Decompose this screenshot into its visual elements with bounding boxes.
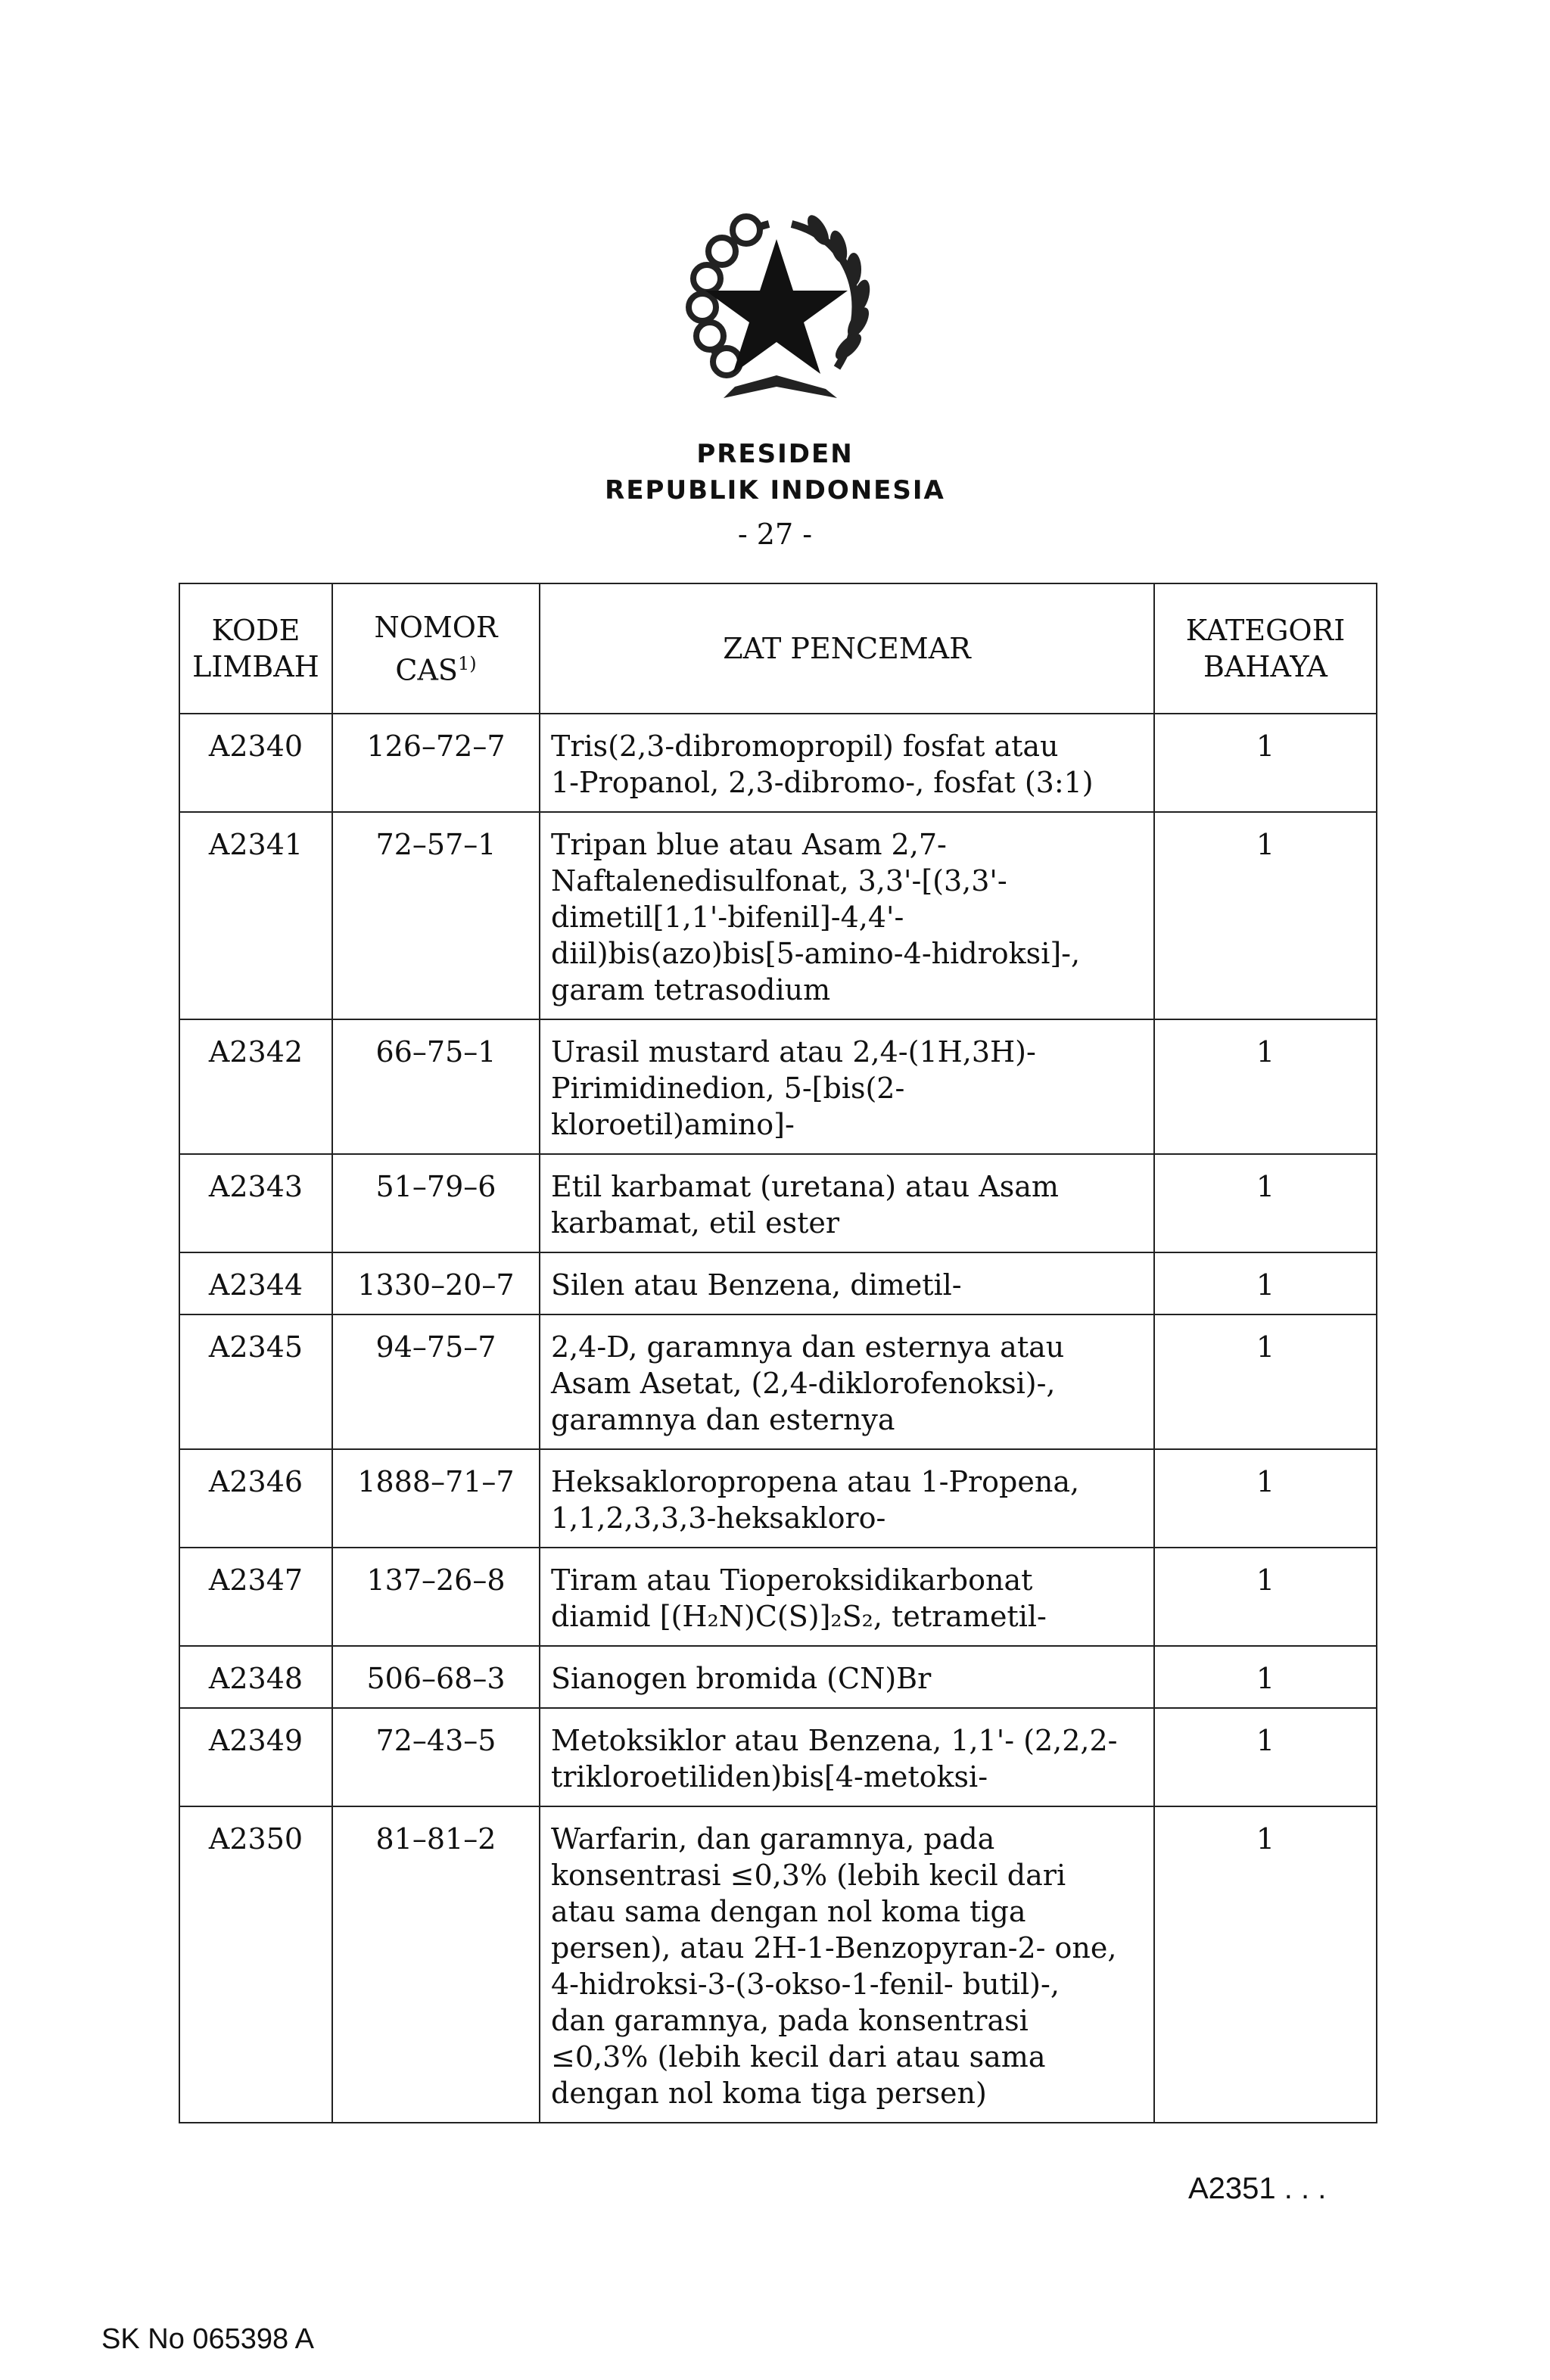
cell-zat-pencemar: Metoksiklor atau Benzena, 1,1'- (2,2,2- trikloroetiliden)bis[4-metoksi-	[540, 1708, 1154, 1806]
cell-kategori-bahaya: 1	[1154, 1019, 1377, 1154]
header-kategori-line2: BAHAYA	[1203, 650, 1327, 683]
cell-nomor-cas: 81–81–2	[332, 1806, 540, 2123]
cell-zat-pencemar: 2,4-D, garamnya dan esternya atau Asam Asetat, (2,4-diklorofenoksi)-, garamnya dan esternya	[540, 1314, 1154, 1449]
header-kategori-line1: KATEGORI	[1185, 614, 1346, 647]
cell-kategori-bahaya: 1	[1154, 1548, 1377, 1646]
pollutant-table	[179, 583, 1377, 2123]
cell-kategori-bahaya: 1	[1154, 1806, 1377, 2123]
cell-kategori-bahaya: 1	[1154, 1708, 1377, 1806]
header-kode-line1: KODE	[211, 614, 300, 647]
cell-zat-pencemar: Warfarin, dan garamnya, pada konsentrasi ≤0,3% (lebih kecil dari atau sama dengan nol koma tiga persen), atau 2H-1-Benzopyran-2- one, 4-hidroksi-3-(3-okso-1-fenil- butil)-, dan garamnya, pada konsentrasi ≤0,3% (lebih kecil dari atau sama dengan nol koma tiga persen)	[540, 1806, 1154, 2123]
header-presiden: PRESIDEN	[696, 439, 854, 469]
cell-nomor-cas: 51–79–6	[332, 1154, 540, 1252]
cell-nomor-cas: 1330–20–7	[332, 1252, 540, 1314]
cell-zat-pencemar: Urasil mustard atau 2,4-(1H,3H)- Pirimidinedion, 5-[bis(2- kloroetil)amino]-	[540, 1019, 1154, 1154]
table-body	[179, 714, 1377, 2123]
table-row	[179, 1806, 1377, 2123]
cell-nomor-cas: 126–72–7	[332, 714, 540, 812]
cell-nomor-cas: 137–26–8	[332, 1548, 540, 1646]
cell-kode-limbah: A2347	[179, 1548, 332, 1646]
table-row	[179, 1154, 1377, 1252]
cell-kategori-bahaya: 1	[1154, 1154, 1377, 1252]
table-row	[179, 1019, 1377, 1154]
cell-kode-limbah: A2349	[179, 1708, 332, 1806]
header-zat-pencemar: ZAT PENCEMAR	[540, 583, 1154, 714]
cell-nomor-cas: 506–68–3	[332, 1646, 540, 1708]
cell-kategori-bahaya: 1	[1154, 1252, 1377, 1314]
cell-kode-limbah: A2341	[179, 812, 332, 1019]
table-row	[179, 1708, 1377, 1806]
cell-zat-pencemar: Sianogen bromida (CN)Br	[540, 1646, 1154, 1708]
cell-zat-pencemar: Etil karbamat (uretana) atau Asam karbamat, etil ester	[540, 1154, 1154, 1252]
table-row	[179, 1252, 1377, 1314]
cell-nomor-cas: 94–75–7	[332, 1314, 540, 1449]
cell-kategori-bahaya: 1	[1154, 1314, 1377, 1449]
header-republik-indonesia: REPUBLIK INDONESIA	[605, 475, 945, 506]
cell-kode-limbah: A2343	[179, 1154, 332, 1252]
sk-number: SK No 065398 A	[101, 2323, 314, 2355]
cell-kode-limbah: A2346	[179, 1449, 332, 1548]
cell-nomor-cas: 72–43–5	[332, 1708, 540, 1806]
cell-kategori-bahaya: 1	[1154, 812, 1377, 1019]
header-kode-limbah	[179, 583, 332, 714]
cell-nomor-cas: 72–57–1	[332, 812, 540, 1019]
cell-kode-limbah: A2344	[179, 1252, 332, 1314]
header-cas-line2: CAS	[395, 653, 458, 687]
cell-nomor-cas: 66–75–1	[332, 1019, 540, 1154]
cell-kategori-bahaya: 1	[1154, 1449, 1377, 1548]
cell-nomor-cas: 1888–71–7	[332, 1449, 540, 1548]
cell-zat-pencemar: Tris(2,3-dibromopropil) fosfat atau 1-Propanol, 2,3-dibromo-, fosfat (3:1)	[540, 714, 1154, 812]
garuda-star-emblem-icon	[663, 194, 890, 421]
table-row	[179, 812, 1377, 1019]
header-cas-footnote: 1)	[457, 652, 477, 674]
table-row	[179, 1646, 1377, 1708]
table-row	[179, 1449, 1377, 1548]
table-header-row	[179, 583, 1377, 714]
cell-kode-limbah: A2342	[179, 1019, 332, 1154]
continuation-marker: A2351 . . .	[1188, 2172, 1327, 2205]
cell-kode-limbah: A2345	[179, 1314, 332, 1449]
cell-zat-pencemar: Tiram atau Tioperoksidikarbonat diamid [(H₂N)C(S)]₂S₂, tetrametil-	[540, 1548, 1154, 1646]
cell-kode-limbah: A2340	[179, 714, 332, 812]
cell-kategori-bahaya: 1	[1154, 1646, 1377, 1708]
page-number: - 27 -	[737, 518, 813, 551]
cell-zat-pencemar: Silen atau Benzena, dimetil-	[540, 1252, 1154, 1314]
table-row	[179, 1314, 1377, 1449]
table-row	[179, 1548, 1377, 1646]
header-cas-line1: NOMOR	[374, 610, 498, 644]
cell-kode-limbah: A2350	[179, 1806, 332, 2123]
header-nomor-cas	[332, 583, 540, 714]
cell-zat-pencemar: Tripan blue atau Asam 2,7- Naftalenedisulfonat, 3,3'-[(3,3'- dimetil[1,1'-bifenil]-4,4'- diil)bis(azo)bis[5-amino-4-hidroksi]-, garam tetrasodium	[540, 812, 1154, 1019]
table-row	[179, 714, 1377, 812]
cell-kategori-bahaya: 1	[1154, 714, 1377, 812]
cell-zat-pencemar: Heksakloropropena atau 1-Propena, 1,1,2,3,3,3-heksakloro-	[540, 1449, 1154, 1548]
header-kategori-bahaya	[1154, 583, 1377, 714]
header-cas-line2-wrap	[341, 646, 531, 689]
header-kode-line2: LIMBAH	[192, 650, 319, 683]
cell-kode-limbah: A2348	[179, 1646, 332, 1708]
